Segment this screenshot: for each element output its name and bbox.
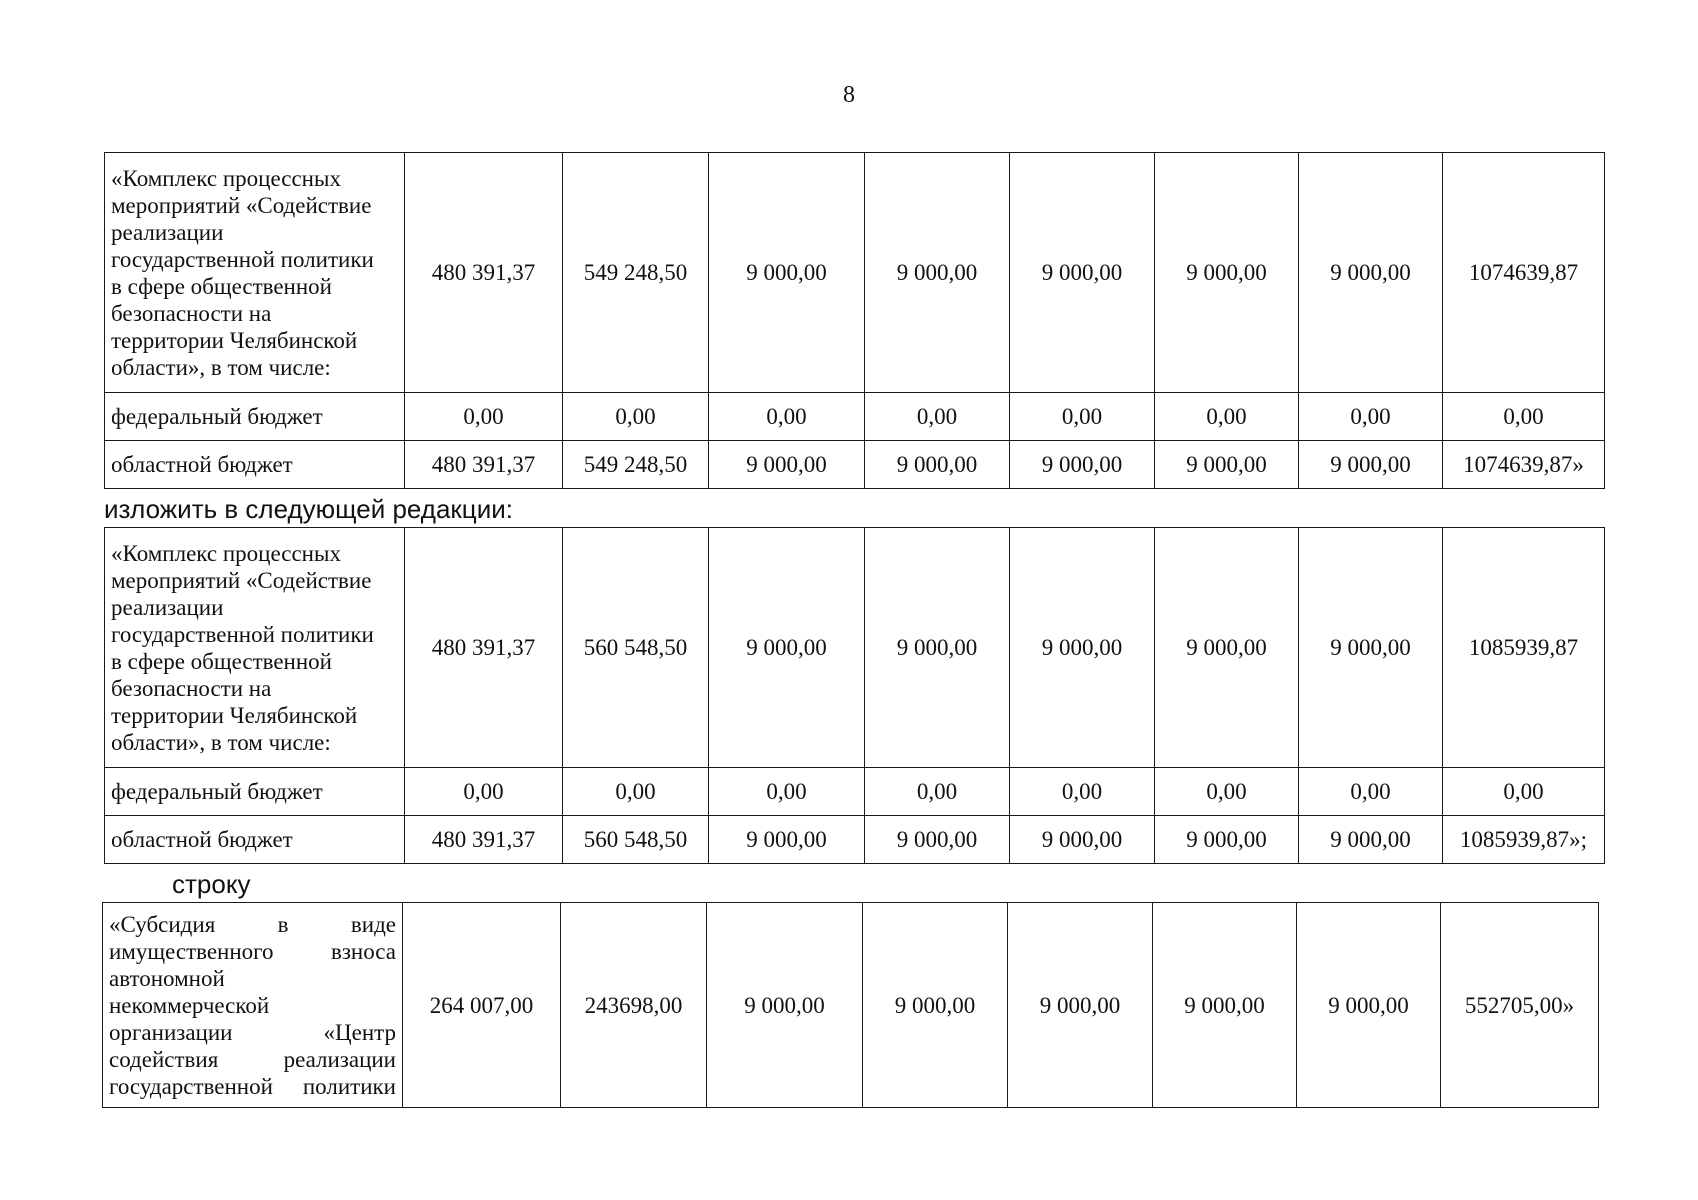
- table-cell: 9 000,00: [1010, 816, 1155, 864]
- row-label: областной бюджет: [105, 441, 405, 489]
- table-cell: 0,00: [1299, 768, 1443, 816]
- table-cell: 9 000,00: [1010, 441, 1155, 489]
- table-cell: 9 000,00: [1299, 153, 1443, 393]
- table-cell: 0,00: [405, 768, 563, 816]
- table-cell: 0,00: [1155, 768, 1299, 816]
- table-cell: 9 000,00: [709, 816, 865, 864]
- instruction-replace: изложить в следующей редакции:: [104, 494, 513, 524]
- row-label: «Комплекс процессных мероприятий «Содействие реализации государственной политики в сфере общественной безопасности на территории Челябинской области», в том числе:: [105, 528, 405, 768]
- table-cell: 0,00: [865, 768, 1010, 816]
- table-cell: 480 391,37: [405, 153, 563, 393]
- table-cell: 9 000,00: [1155, 816, 1299, 864]
- instruction-line: строку: [172, 869, 251, 899]
- table-cell: 9 000,00: [1010, 528, 1155, 768]
- table-cell: 1085939,87»;: [1443, 816, 1605, 864]
- table-row: [103, 903, 1599, 1108]
- table-row: [105, 768, 1605, 816]
- table-cell: 0,00: [563, 768, 709, 816]
- table-cell: 1085939,87: [1443, 528, 1605, 768]
- table-cell: 560 548,50: [563, 528, 709, 768]
- budget-table-revised: [104, 527, 1605, 864]
- table-cell: 0,00: [1010, 393, 1155, 441]
- table-cell: 480 391,37: [405, 528, 563, 768]
- table-cell: 9 000,00: [1155, 441, 1299, 489]
- table-cell: 264 007,00: [403, 903, 561, 1108]
- table-cell: 549 248,50: [563, 153, 709, 393]
- table-cell: 243698,00: [561, 903, 707, 1108]
- table-cell: 9 000,00: [1297, 903, 1441, 1108]
- row-label: федеральный бюджет: [105, 393, 405, 441]
- table-cell: 0,00: [709, 768, 865, 816]
- table-cell: 549 248,50: [563, 441, 709, 489]
- table-cell: 9 000,00: [1010, 153, 1155, 393]
- row-label: «Субсидия в виде имущественного взноса автономной некоммерческой организации «Центр содействия реализации государственной политики: [103, 903, 403, 1108]
- table-cell: 0,00: [563, 393, 709, 441]
- table-row: [105, 528, 1605, 768]
- table-cell: 9 000,00: [1299, 528, 1443, 768]
- table-cell: 560 548,50: [563, 816, 709, 864]
- table-cell: 1074639,87: [1443, 153, 1605, 393]
- row-label: федеральный бюджет: [105, 768, 405, 816]
- table-cell: 9 000,00: [709, 441, 865, 489]
- budget-table-original: [104, 152, 1605, 489]
- table-cell: 9 000,00: [865, 153, 1010, 393]
- table-cell: 0,00: [865, 393, 1010, 441]
- row-label: «Комплекс процессных мероприятий «Содействие реализации государственной политики в сфере общественной безопасности на территории Челябинской области», в том числе:: [105, 153, 405, 393]
- table-row: [105, 153, 1605, 393]
- table-cell: 1074639,87»: [1443, 441, 1605, 489]
- table-cell: 0,00: [1443, 768, 1605, 816]
- table-row: [105, 441, 1605, 489]
- table-cell: 9 000,00: [865, 816, 1010, 864]
- table-cell: 9 000,00: [709, 153, 865, 393]
- table-cell: 552705,00»: [1441, 903, 1599, 1108]
- table-cell: 9 000,00: [1008, 903, 1153, 1108]
- table-cell: 9 000,00: [1155, 528, 1299, 768]
- table-cell: 9 000,00: [1153, 903, 1297, 1108]
- budget-table-subsidy: [102, 902, 1599, 1108]
- table-cell: 0,00: [1299, 393, 1443, 441]
- table-cell: 9 000,00: [709, 528, 865, 768]
- table-cell: 9 000,00: [1155, 153, 1299, 393]
- row-label: областной бюджет: [105, 816, 405, 864]
- page-number: 8: [843, 82, 855, 108]
- table-cell: 0,00: [1155, 393, 1299, 441]
- table-cell: 480 391,37: [405, 816, 563, 864]
- table-row: [105, 816, 1605, 864]
- table-cell: 9 000,00: [865, 528, 1010, 768]
- table-cell: 9 000,00: [863, 903, 1008, 1108]
- table-cell: 480 391,37: [405, 441, 563, 489]
- table-cell: 0,00: [1443, 393, 1605, 441]
- table-cell: 0,00: [405, 393, 563, 441]
- table-cell: 9 000,00: [865, 441, 1010, 489]
- table-cell: 0,00: [709, 393, 865, 441]
- table-row: [105, 393, 1605, 441]
- table-cell: 9 000,00: [1299, 441, 1443, 489]
- table-cell: 0,00: [1010, 768, 1155, 816]
- table-cell: 9 000,00: [1299, 816, 1443, 864]
- table-cell: 9 000,00: [707, 903, 863, 1108]
